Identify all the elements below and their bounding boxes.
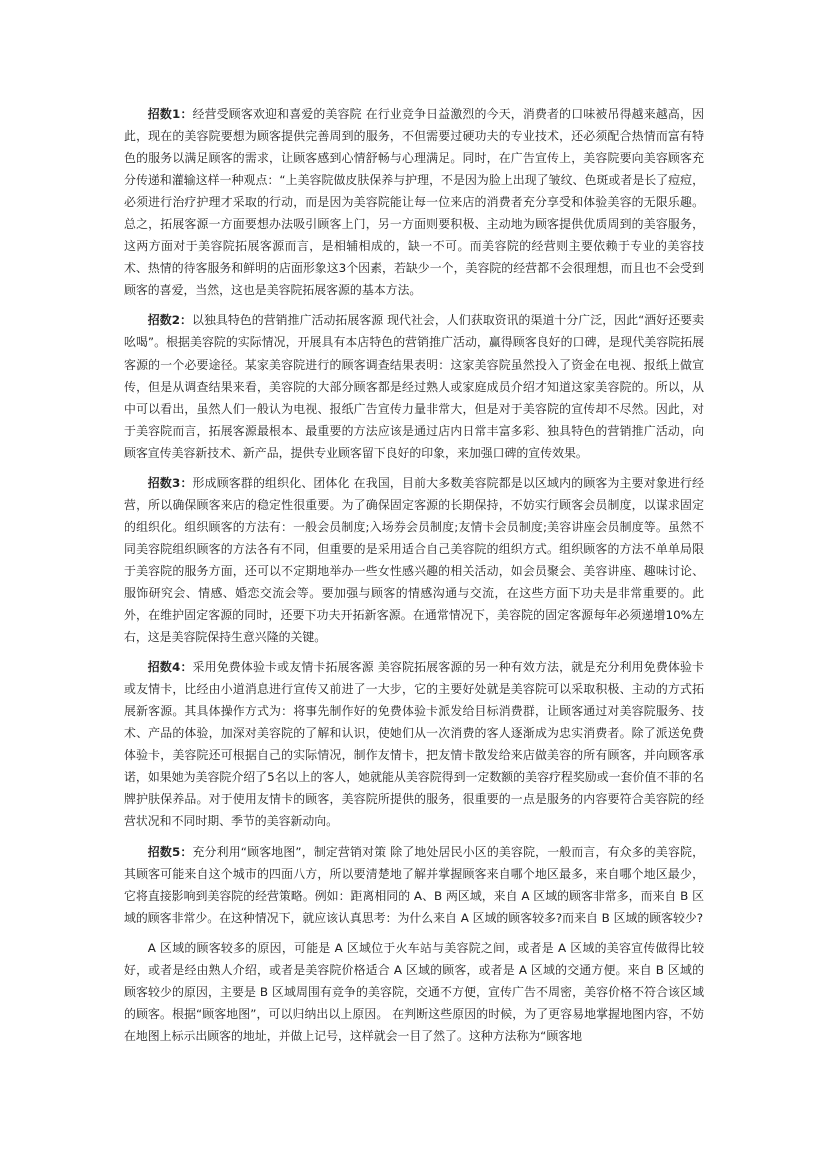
tip-heading: 招数1： — [147, 107, 193, 121]
paragraph-tip-4 — [124, 656, 704, 832]
tip-text: 经营受顾客欢迎和喜爱的美容院 在行业竞争日益激烈的今天，消费者的口味被吊得越来越高，因此，现在的美容院要想为顾客提供完善周到的服务，不但需要过硬功夫的专业技术，还必须配合热情而富有特色的服务以满足顾客的需求，让顾客感到心情舒畅与心理满足。同时，在广告宣传上，美容院要向美容顾客充分传递和灌输这样一种观点：“上美容院做皮肤保养与护理，不是因为脸上出现了皱纹、色斑或者是长了痘痘，必须进行治疗护理才采取的行动，而是因为美容院能让每一位来店的消费者充分享受和体验美容的无限乐趣。总之，拓展客源一方面要想办法吸引顾客上门，另一方面则要积极、主动地为顾客提供优质周到的美容服务，这两方面对于美容院拓展客源而言，是相辅相成的，缺一不可。而美容院的经营则主要依赖于专业的美容技术、热情的待客服务和鲜明的店面形象这3个因素，若缺少一个，美容院的经营都不会很理想，而且也不会受到顾客的喜爱，当然，这也是美容院拓展客源的基本方法。 — [124, 107, 704, 298]
tip-heading: 招数5： — [147, 844, 193, 859]
tip-text: 采用免费体验卡或友情卡拓展客源 美容院拓展客源的另一种有效方法，就是充分利用免费体验卡或友情卡，比经由小道消息进行宣传又前进了一大步，它的主要好处就是美容院可以采取积极、主动的方式拓展新客源。其具体操作方式为：将事先制作好的免费体验卡派发给目标消费群，让顾客通过对美容院服务、技术、产品的体验，加深对美容院的了解和认识，使她们从一次消费的客人逐渐成为忠实消费者。除了派送免费体验卡，美容院还可根据自己的实际情况，制作友情卡，把友情卡散发给来店做美容的所有顾客，并向顾客承诺，如果她为美容院介绍了5名以上的客人，她就能从美容院得到一定数额的美容疗程奖励或一套价值不菲的名牌护肤保养品。对于使用友情卡的顾客，美容院所提供的服务，很重要的一点是服务的内容要符合美容院的经营状况和不同时期、季节的美容新动向。 — [124, 660, 704, 829]
tip-text: 充分利用“顾客地图”，制定营销对策 除了地处居民小区的美容院，一般而言，有众多的美容院，其顾客可能来自这个城市的四面八方，所以要清楚地了解并掌握顾客来自哪个地区最多，来自哪个地区最少，它将直接影响到美容院的经营策略。例如：距离相同的 A、B 两区域，来自 A 区域的顾客非常多，而来自 B 区域的顾客非常少。在这种情况下，就应该认真思考：为什么来自 A 区域的顾客较多?而来自 B 区域的顾客较少? — [124, 844, 704, 925]
paragraph-tip-5 — [124, 841, 704, 929]
tip-text: 形成顾客群的组织化、团体化 在我国，目前大多数美容院都是以区域内的顾客为主要对象进行经营，所以确保顾客来店的稳定性很重要。为了确保固定客源的长期保持，不妨实行顾客会员制度，以谋求固定的组织化。组织顾客的方法有：一般会员制度;入场券会员制度;友情卡会员制度;美容讲座会员制度等。虽然不同美容院组织顾客的方法各有不同，但重要的是采用适合自己美容院的组织方式。组织顾客的方法不单单局限于美容院的服务方面，还可以不定期地举办一些女性感兴趣的相关活动，如会员聚会、美容讲座、趣味讨论、服饰研究会、情感、婚恋交流会等。要加强与顾客的情感沟通与交流，在这些方面下功夫是非常重要的。此外，在维护固定客源的同时，还要下功夫开拓新客源。在通常情况下，美容院的固定客源每年必须递增10%左右，这是美容院保持生意兴隆的关键。 — [124, 475, 704, 645]
paragraph-tip-1 — [124, 103, 704, 301]
body-text: A 区域的顾客较多的原因，可能是 A 区域位于火车站与美容院之间，或者是 A 区域的美容宣传做得比较好，或者是经由熟人介绍，或者是美容院价格适合 A 区域的顾客，或者是 A 区域的交通方便。来自 B 区域的顾客较少的原因，主要是 B 区域周围有竞争的美容院，交通不方便，宣传广告不周密，美容价格不符合该区域的顾客。根据“顾客地图”，可以归纳出以上原因。 在判断这些原因的时候，为了更容易地掌握地图内容，不妨在地图上标示出顾客的地址，并做上记号，这样就会一目了然了。这种方法称为“顾客地 — [124, 940, 704, 1043]
paragraph-continuation — [124, 937, 704, 1047]
document-page — [124, 103, 704, 1055]
paragraph-tip-2 — [124, 309, 704, 463]
tip-heading: 招数3： — [147, 475, 193, 490]
tip-heading: 招数2： — [147, 313, 192, 328]
tip-heading: 招数4： — [147, 660, 193, 675]
paragraph-tip-3 — [124, 472, 704, 648]
tip-text: 以独具特色的营销推广活动拓展客源 现代社会，人们获取资讯的渠道十分广泛，因此“酒好还要卖吆喝”。根据美容院的实际情况，开展具有本店特色的营销推广活动，赢得顾客良好的口碑，是现代美容院拓展客源的一个必要途径。某家美容院进行的顾客调查结果表明：这家美容院虽然投入了资金在电视、报纸上做宣传，但是从调查结果来看，美容院的大部分顾客都是经过熟人或家庭成员介绍才知道这家美容院的。所以，从中可以看出，虽然人们一般认为电视、报纸广告宣传力量非常大，但是对于美容院的宣传却不尽然。因此，对于美容院而言，拓展客源最根本、最重要的方法应该是通过店内日常丰富多彩、独具特色的营销推广活动，向顾客宣传美容新技术、新产品，提供专业顾客留下良好的印象，来加强口碑的宣传效果。 — [124, 313, 704, 460]
